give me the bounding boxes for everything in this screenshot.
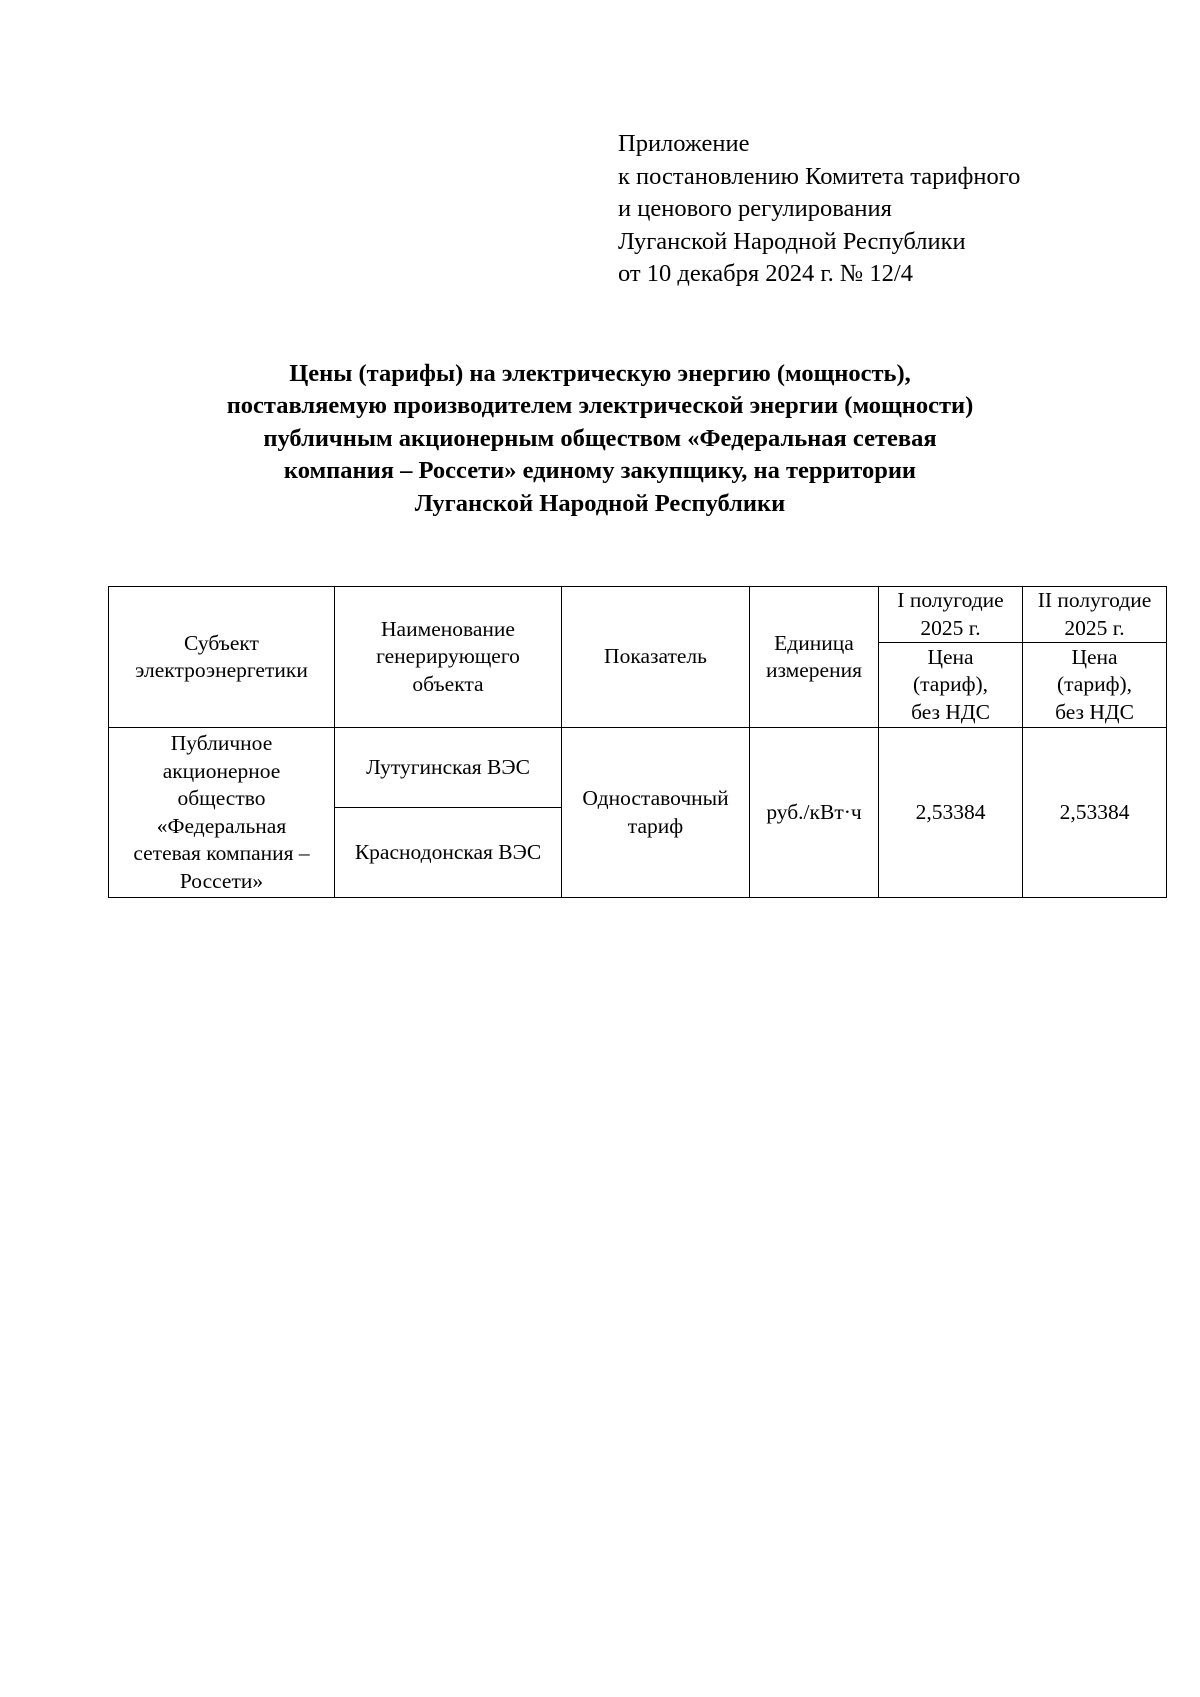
header-period-2: II полугодие 2025 г. <box>1023 587 1167 643</box>
header-indicator: Показатель <box>562 587 750 728</box>
header-object-name: Наименование генерирующего объекта <box>335 587 562 728</box>
header-subject: Субъект электроэнергетики <box>109 587 335 728</box>
appendix-line: от 10 декабря 2024 г. № 12/4 <box>618 260 913 288</box>
title-line: поставляемую производителем электрической энергии (мощности) <box>226 392 974 420</box>
appendix-block <box>618 128 1020 291</box>
title-line: Луганской Народной Республики <box>414 489 786 517</box>
appendix-line: Приложение <box>618 130 750 157</box>
title-line: публичным акционерным обществом «Федеральная сетевая <box>263 424 937 452</box>
appendix-line: к постановлению Комитета тарифного <box>618 162 1021 190</box>
tariff-table <box>108 586 1167 898</box>
document-title <box>100 358 1100 520</box>
title-line: Цены (тарифы) на электрическую энергию (мощность), <box>289 360 911 387</box>
table-row <box>109 728 1167 808</box>
cell-object-2: Краснодонская ВЭС <box>335 808 562 898</box>
header-price-1: Цена (тариф), без НДС <box>879 643 1023 728</box>
table-header-row <box>109 587 1167 643</box>
appendix-line: и ценового регулирования <box>618 195 892 223</box>
cell-price-1: 2,53384 <box>879 728 1023 898</box>
header-unit: Единица измерения <box>750 587 879 728</box>
title-line: компания – Россети» единому закупщику, на территории <box>283 457 917 485</box>
cell-indicator: Одноставочный тариф <box>562 728 750 898</box>
appendix-line: Луганской Народной Республики <box>618 227 966 255</box>
cell-price-2: 2,53384 <box>1023 728 1167 898</box>
cell-subject: Публичное акционерное общество «Федеральная сетевая компания – Россети» <box>109 728 335 898</box>
header-price-2: Цена (тариф), без НДС <box>1023 643 1167 728</box>
header-period-1: I полугодие 2025 г. <box>879 587 1023 643</box>
cell-object-1: Лутугинская ВЭС <box>335 728 562 808</box>
cell-unit: руб./кВт·ч <box>750 728 879 898</box>
